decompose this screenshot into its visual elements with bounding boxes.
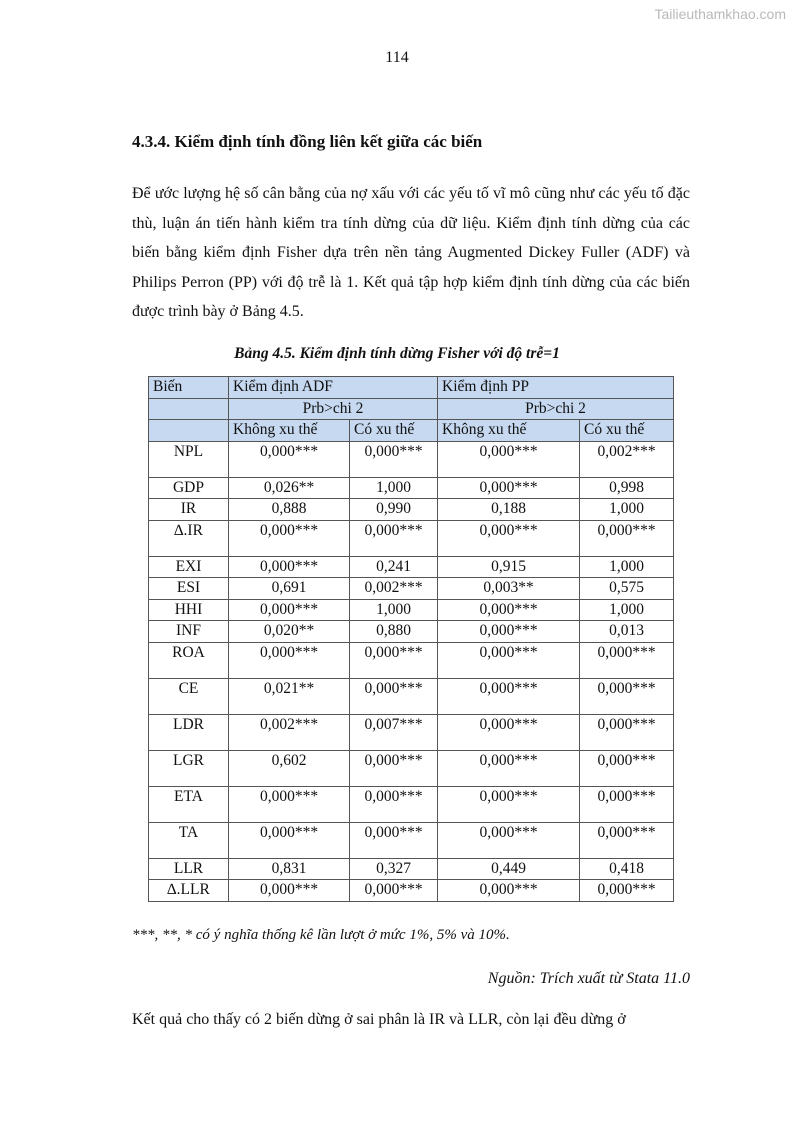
pp-no-trend-cell: 0,000*** — [438, 599, 580, 621]
result-paragraph: Kết quả cho thấy có 2 biến dừng ở sai phân là IR và LLR, còn lại đều dừng ở — [132, 1011, 626, 1028]
header-adf: Kiểm định ADF — [229, 377, 438, 399]
pp-trend-cell: 0,000*** — [580, 822, 674, 858]
pp-no-trend-cell: 0,000*** — [438, 621, 580, 643]
variable-cell: ∆.IR — [149, 520, 229, 556]
pp-trend-cell: 0,418 — [580, 858, 674, 880]
page-number: 114 — [385, 49, 409, 66]
pp-no-trend-cell: 0,000*** — [438, 880, 580, 902]
table-row — [149, 678, 674, 714]
pp-trend-cell: 0,000*** — [580, 642, 674, 678]
variable-cell: GDP — [149, 477, 229, 499]
adf-no-trend-cell: 0,000*** — [229, 786, 350, 822]
pp-trend-cell: 0,575 — [580, 578, 674, 600]
variable-cell: LLR — [149, 858, 229, 880]
adf-no-trend-cell: 0,026** — [229, 477, 350, 499]
adf-trend-cell: 0,000*** — [350, 642, 438, 678]
adf-no-trend-cell: 0,691 — [229, 578, 350, 600]
pp-trend-cell: 0,000*** — [580, 714, 674, 750]
table-header-row — [149, 420, 674, 442]
variable-cell: INF — [149, 621, 229, 643]
adf-trend-cell: 0,241 — [350, 556, 438, 578]
adf-trend-cell: 0,990 — [350, 499, 438, 521]
adf-no-trend-cell: 0,000*** — [229, 599, 350, 621]
table-row — [149, 880, 674, 902]
adf-trend-cell: 0,002*** — [350, 578, 438, 600]
table-row — [149, 750, 674, 786]
table-source: Nguồn: Trích xuất từ Stata 11.0 — [487, 970, 690, 987]
table-row — [149, 621, 674, 643]
adf-no-trend-cell: 0,602 — [229, 750, 350, 786]
pp-trend-cell: 0,998 — [580, 477, 674, 499]
significance-note: ***, **, * có ý nghĩa thống kê lần lượt ở mức 1%, 5% và 10%. — [132, 927, 510, 943]
adf-no-trend-cell: 0,000*** — [229, 822, 350, 858]
pp-trend-cell: 0,000*** — [580, 678, 674, 714]
adf-trend-cell: 0,000*** — [350, 441, 438, 477]
pp-trend-cell: 0,000*** — [580, 520, 674, 556]
pp-no-trend-cell: 0,000*** — [438, 678, 580, 714]
variable-cell: IR — [149, 499, 229, 521]
adf-trend-cell: 0,000*** — [350, 880, 438, 902]
adf-trend-cell: 0,327 — [350, 858, 438, 880]
stationarity-table — [148, 376, 674, 902]
pp-trend-cell: 1,000 — [580, 499, 674, 521]
header-variable: Biến — [149, 377, 229, 399]
adf-trend-cell: 1,000 — [350, 599, 438, 621]
adf-no-trend-cell: 0,000*** — [229, 880, 350, 902]
adf-no-trend-cell: 0,888 — [229, 499, 350, 521]
adf-trend-cell: 0,000*** — [350, 678, 438, 714]
header-empty — [149, 420, 229, 442]
adf-no-trend-cell: 0,000*** — [229, 441, 350, 477]
pp-no-trend-cell: 0,000*** — [438, 520, 580, 556]
table-row — [149, 642, 674, 678]
header-pp-no-trend: Không xu thế — [438, 420, 580, 442]
variable-cell: CE — [149, 678, 229, 714]
pp-no-trend-cell: 0,915 — [438, 556, 580, 578]
adf-trend-cell: 0,007*** — [350, 714, 438, 750]
table-row — [149, 714, 674, 750]
variable-cell: ESI — [149, 578, 229, 600]
table-header-row — [149, 377, 674, 399]
pp-no-trend-cell: 0,000*** — [438, 642, 580, 678]
header-pp-trend: Có xu thế — [580, 420, 674, 442]
table-caption: Bảng 4.5. Kiểm định tính dừng Fisher với độ trễ=1 — [234, 345, 560, 362]
watermark: Tailieuthamkhao.com — [654, 6, 786, 22]
pp-no-trend-cell: 0,188 — [438, 499, 580, 521]
pp-no-trend-cell: 0,000*** — [438, 441, 580, 477]
section-heading: 4.3.4. Kiểm định tính đồng liên kết giữa các biến — [132, 132, 483, 151]
adf-no-trend-cell: 0,020** — [229, 621, 350, 643]
table-row — [149, 441, 674, 477]
table-row — [149, 520, 674, 556]
adf-trend-cell: 0,000*** — [350, 520, 438, 556]
pp-no-trend-cell: 0,000*** — [438, 750, 580, 786]
table-header-row — [149, 398, 674, 420]
adf-no-trend-cell: 0,002*** — [229, 714, 350, 750]
adf-trend-cell: 0,880 — [350, 621, 438, 643]
header-adf-no-trend: Không xu thế — [229, 420, 350, 442]
table-row — [149, 556, 674, 578]
adf-trend-cell: 1,000 — [350, 477, 438, 499]
pp-no-trend-cell: 0,000*** — [438, 822, 580, 858]
table-row — [149, 477, 674, 499]
variable-cell: NPL — [149, 441, 229, 477]
header-prob-adf: Prb>chi 2 — [229, 398, 438, 420]
pp-no-trend-cell: 0,003** — [438, 578, 580, 600]
variable-cell: ∆.LLR — [149, 880, 229, 902]
pp-trend-cell: 0,000*** — [580, 750, 674, 786]
adf-trend-cell: 0,000*** — [350, 786, 438, 822]
pp-no-trend-cell: 0,449 — [438, 858, 580, 880]
header-adf-trend: Có xu thế — [350, 420, 438, 442]
adf-no-trend-cell: 0,021** — [229, 678, 350, 714]
variable-cell: EXI — [149, 556, 229, 578]
adf-no-trend-cell: 0,000*** — [229, 556, 350, 578]
variable-cell: HHI — [149, 599, 229, 621]
pp-no-trend-cell: 0,000*** — [438, 714, 580, 750]
table-row — [149, 786, 674, 822]
table-row — [149, 578, 674, 600]
table-row — [149, 858, 674, 880]
pp-trend-cell: 0,000*** — [580, 786, 674, 822]
adf-trend-cell: 0,000*** — [350, 822, 438, 858]
adf-no-trend-cell: 0,831 — [229, 858, 350, 880]
header-empty — [149, 398, 229, 420]
pp-no-trend-cell: 0,000*** — [438, 477, 580, 499]
pp-trend-cell: 0,013 — [580, 621, 674, 643]
variable-cell: TA — [149, 822, 229, 858]
variable-cell: ETA — [149, 786, 229, 822]
header-prob-pp: Prb>chi 2 — [438, 398, 674, 420]
table-row — [149, 499, 674, 521]
variable-cell: LDR — [149, 714, 229, 750]
variable-cell: ROA — [149, 642, 229, 678]
table-row — [149, 822, 674, 858]
adf-no-trend-cell: 0,000*** — [229, 642, 350, 678]
header-pp: Kiểm định PP — [438, 377, 674, 399]
adf-trend-cell: 0,000*** — [350, 750, 438, 786]
variable-cell: LGR — [149, 750, 229, 786]
intro-paragraph: Để ước lượng hệ số cân bằng của nợ xấu với các yếu tố vĩ mô cũng như các yếu tố đặc thù, luận án tiến hành kiểm tra tính dừng của dữ liệu. Kiểm định tính dừng của các biến bằng kiểm định Fisher dựa trên nền tảng Augmented Dickey Fuller (ADF) và Philips Perron (PP) với độ trễ là 1. Kết quả tập hợp kiểm định tính dừng của các biến được trình bày ở Bảng 4.5. — [132, 185, 690, 320]
table-row — [149, 599, 674, 621]
pp-trend-cell: 1,000 — [580, 599, 674, 621]
pp-trend-cell: 0,000*** — [580, 880, 674, 902]
adf-no-trend-cell: 0,000*** — [229, 520, 350, 556]
pp-trend-cell: 0,002*** — [580, 441, 674, 477]
pp-no-trend-cell: 0,000*** — [438, 786, 580, 822]
pp-trend-cell: 1,000 — [580, 556, 674, 578]
